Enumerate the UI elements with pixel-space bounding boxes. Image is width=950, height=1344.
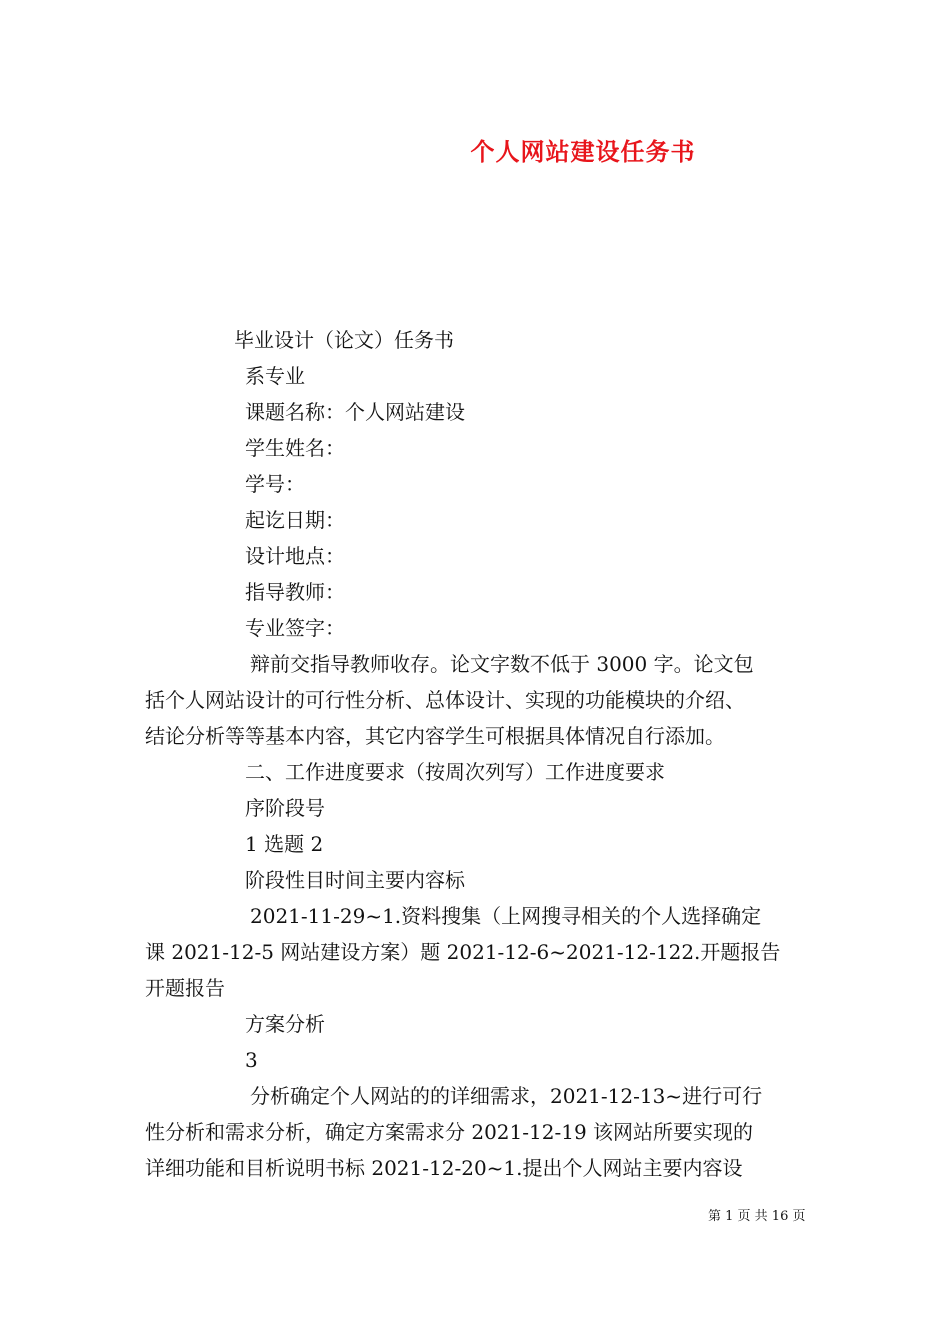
document-title: 个人网站建设任务书 xyxy=(470,137,696,166)
body-line: 起讫日期： xyxy=(245,508,345,532)
body-line: 学生姓名： xyxy=(245,436,345,460)
body-line: 系专业 xyxy=(245,364,305,388)
body-line: 括个人网站设计的可行性分析、总体设计、实现的功能模块的介绍、 xyxy=(145,688,745,712)
body-line: 分析确定个人网站的的详细需求，2021-12-13~进行可行 xyxy=(250,1084,763,1108)
body-line: 指导教师： xyxy=(245,580,345,604)
body-line: 课 2021-12-5 网站建设方案）题 2021-12-6~2021-12-122.开题报告 xyxy=(145,940,781,964)
body-line: 开题报告 xyxy=(145,976,225,1000)
body-line: 序阶段号 xyxy=(245,796,325,820)
body-line: 阶段性目时间主要内容标 xyxy=(245,868,465,892)
body-line: 1 选题 2 xyxy=(245,832,324,856)
body-line: 3 xyxy=(245,1048,258,1072)
body-line: 辩前交指导教师收存。论文字数不低于 3000 字。论文包 xyxy=(250,652,754,676)
body-line: 性分析和需求分析，确定方案需求分 2021-12-19 该网站所要实现的 xyxy=(145,1120,754,1144)
body-line: 毕业设计（论文）任务书 xyxy=(234,328,454,352)
body-line: 二、工作进度要求（按周次列写）工作进度要求 xyxy=(245,760,665,784)
body-line: 详细功能和目析说明书标 2021-12-20~1.提出个人网站主要内容设 xyxy=(145,1156,743,1180)
body-line: 学号： xyxy=(245,472,305,496)
body-line: 专业签字： xyxy=(245,616,345,640)
body-line: 课题名称：个人网站建设 xyxy=(245,400,465,424)
body-line: 设计地点： xyxy=(245,544,345,568)
body-line: 方案分析 xyxy=(245,1012,325,1036)
page-number-footer: 第 1 页 共 16 页 xyxy=(708,1209,806,1224)
body-line: 结论分析等等基本内容，其它内容学生可根据具体情况自行添加。 xyxy=(145,724,725,748)
body-line: 2021-11-29~1.资料搜集（上网搜寻相关的个人选择确定 xyxy=(250,904,762,928)
